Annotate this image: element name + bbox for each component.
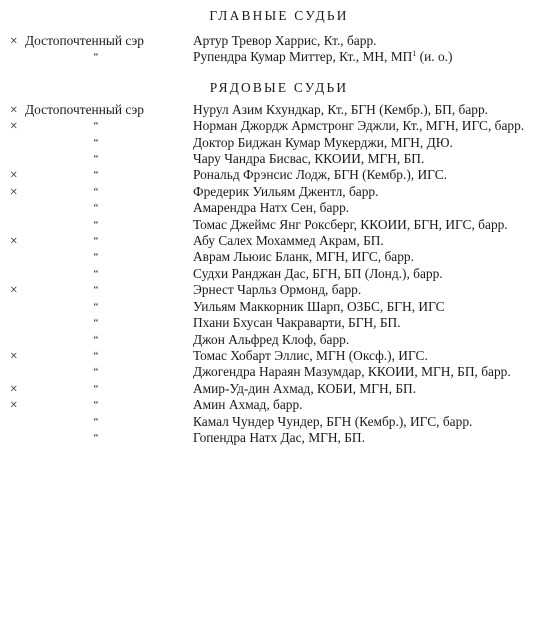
judge-row [0, 266, 558, 282]
judge-row [0, 364, 558, 380]
puisne-judges-list [0, 102, 558, 447]
ditto-mark: “ [93, 349, 99, 362]
judge-name [193, 233, 551, 249]
ditto-mark: “ [93, 169, 99, 182]
judge-name [193, 282, 551, 298]
judge-name [193, 167, 551, 183]
judge-name-text: Амир-Уд-дин Ахмад, КОБИ, МГН, БП. [193, 380, 417, 396]
judge-row [0, 184, 558, 200]
judge-row [0, 135, 558, 151]
judge-name [193, 315, 551, 331]
judge-name [193, 430, 551, 446]
judge-name [193, 135, 551, 151]
ditto-mark: “ [93, 251, 99, 264]
judge-name [193, 184, 551, 200]
judge-row [0, 151, 558, 167]
judge-name-text: Фредерик Уильям Джентл, барр. [193, 183, 379, 199]
judge-row [0, 233, 558, 249]
cross-mark: × [10, 233, 18, 249]
ditto-mark: “ [93, 333, 99, 346]
judge-name-text: Рупендра Кумар Миттер, Кт., МН, МП [193, 49, 413, 65]
judge-name-text: Уильям Маккорник Шарп, ОЗБС, БГН, ИГС [193, 298, 445, 314]
judge-row [0, 49, 558, 65]
ditto-mark: “ [93, 431, 99, 444]
ditto-mark: “ [93, 382, 99, 395]
judge-name [193, 299, 551, 315]
judge-name [193, 364, 551, 380]
judge-row [0, 282, 558, 298]
ditto-mark: “ [93, 185, 99, 198]
cross-mark: × [10, 347, 18, 363]
judge-name-text: Джон Альфред Клоф, барр. [193, 331, 350, 347]
judge-name-text: Эрнест Чарльз Ормонд, барр. [193, 282, 362, 298]
ditto-mark: “ [93, 51, 99, 64]
ditto-mark: “ [93, 235, 99, 248]
ditto-mark: “ [93, 202, 99, 215]
judge-name [193, 118, 551, 134]
judge-row [0, 381, 558, 397]
ditto-mark: “ [93, 415, 99, 428]
judge-name-text: Артур Тревор Харрис, Кт., барр. [193, 33, 377, 48]
ditto-mark: “ [93, 153, 99, 166]
cross-mark: × [10, 183, 18, 199]
judge-row [0, 102, 558, 118]
judge-name [193, 49, 551, 65]
judge-row [0, 33, 558, 49]
judge-name-text: Джогендра Нараян Мазумдар, ККОИИ, МГН, БП, барр. [193, 364, 511, 380]
judge-name [193, 200, 551, 216]
judge-row [0, 430, 558, 446]
judge-name [193, 33, 551, 49]
ditto-mark: “ [93, 300, 99, 313]
judge-row [0, 414, 558, 430]
judge-row [0, 167, 558, 183]
ditto-mark: “ [93, 399, 99, 412]
judge-name-text: Пхани Бхусан Чакраварти, БГН, БП. [193, 315, 401, 331]
chief-judges-list [0, 33, 558, 66]
judge-name-suffix: (и. о.) [416, 49, 453, 65]
cross-mark: × [10, 380, 18, 396]
judge-name-text: Рональд Фрэнсис Лодж, БГН (Кембр.), ИГС. [193, 167, 447, 183]
judge-row [0, 332, 558, 348]
ditto-mark: “ [93, 120, 99, 133]
cross-mark: × [10, 282, 18, 298]
judge-row [0, 299, 558, 315]
judge-name-text: Гопендра Натх Дас, МГН, БП. [193, 429, 365, 445]
judge-name-text: Камал Чундер Чундер, БГН (Кембр.), ИГС, барр. [193, 413, 473, 429]
judge-name [193, 381, 551, 397]
ditto-mark: “ [93, 136, 99, 149]
judge-name-text: Абу Салех Мохаммед Акрам, БП. [193, 233, 384, 249]
judge-name [193, 414, 551, 430]
ditto-mark: “ [93, 218, 99, 231]
ditto-mark: “ [93, 267, 99, 280]
honorific: Достопочтенный сэр [25, 101, 144, 117]
judge-row [0, 217, 558, 233]
judge-name-text: Амин Ахмад, барр. [193, 397, 303, 413]
judge-row [0, 200, 558, 216]
judge-name [193, 348, 551, 364]
chief-judges-heading: ГЛАВНЫЕ СУДЬИ [209, 8, 349, 23]
footnote-marker: 1 [412, 49, 417, 59]
cross-mark: × [10, 397, 18, 413]
ditto-mark: “ [93, 284, 99, 297]
ditto-mark: “ [93, 317, 99, 330]
judge-name [193, 217, 551, 233]
judge-name-text: Аврам Льюис Бланк, МГН, ИГС, барр. [193, 249, 414, 265]
cross-mark: × [10, 33, 18, 48]
judge-name [193, 266, 551, 282]
judge-row [0, 118, 558, 134]
cross-mark: × [10, 167, 18, 183]
judge-name-text: Доктор Биджан Кумар Мукерджи, МГН, ДЮ. [193, 134, 453, 150]
judge-row [0, 348, 558, 364]
judge-row [0, 249, 558, 265]
judge-name-text: Судхи Ранджан Дас, БГН, БП (Лонд.), барр. [193, 265, 443, 281]
honorific: Достопочтенный сэр [25, 33, 144, 48]
judge-name [193, 332, 551, 348]
judge-name [193, 102, 551, 118]
puisne-judges-heading: РЯДОВЫЕ СУДЬИ [209, 79, 349, 95]
judge-name-text: Нурул Азим Кхундкар, Кт., БГН (Кембр.), БП, барр. [193, 101, 489, 117]
judge-row [0, 315, 558, 331]
cross-mark: × [10, 118, 18, 134]
judge-name-text: Норман Джордж Армстронг Эджли, Кт., МГН, ИГС, барр. [193, 118, 525, 134]
judge-name-text: Томас Джеймс Янг Роксберг, ККОИИ, БГН, ИГС, барр. [193, 216, 508, 232]
judge-name [193, 151, 551, 167]
judge-name-text: Томас Хобарт Эллис, МГН (Оксф.), ИГС. [193, 347, 428, 363]
judge-name-text: Чару Чандра Бисвас, ККОИИ, МГН, БП. [193, 151, 425, 167]
ditto-mark: “ [93, 366, 99, 379]
judge-name [193, 249, 551, 265]
judge-row [0, 397, 558, 413]
judge-name-text: Амарендра Натх Сен, барр. [193, 200, 350, 216]
cross-mark: × [10, 101, 18, 117]
judge-name [193, 397, 551, 413]
